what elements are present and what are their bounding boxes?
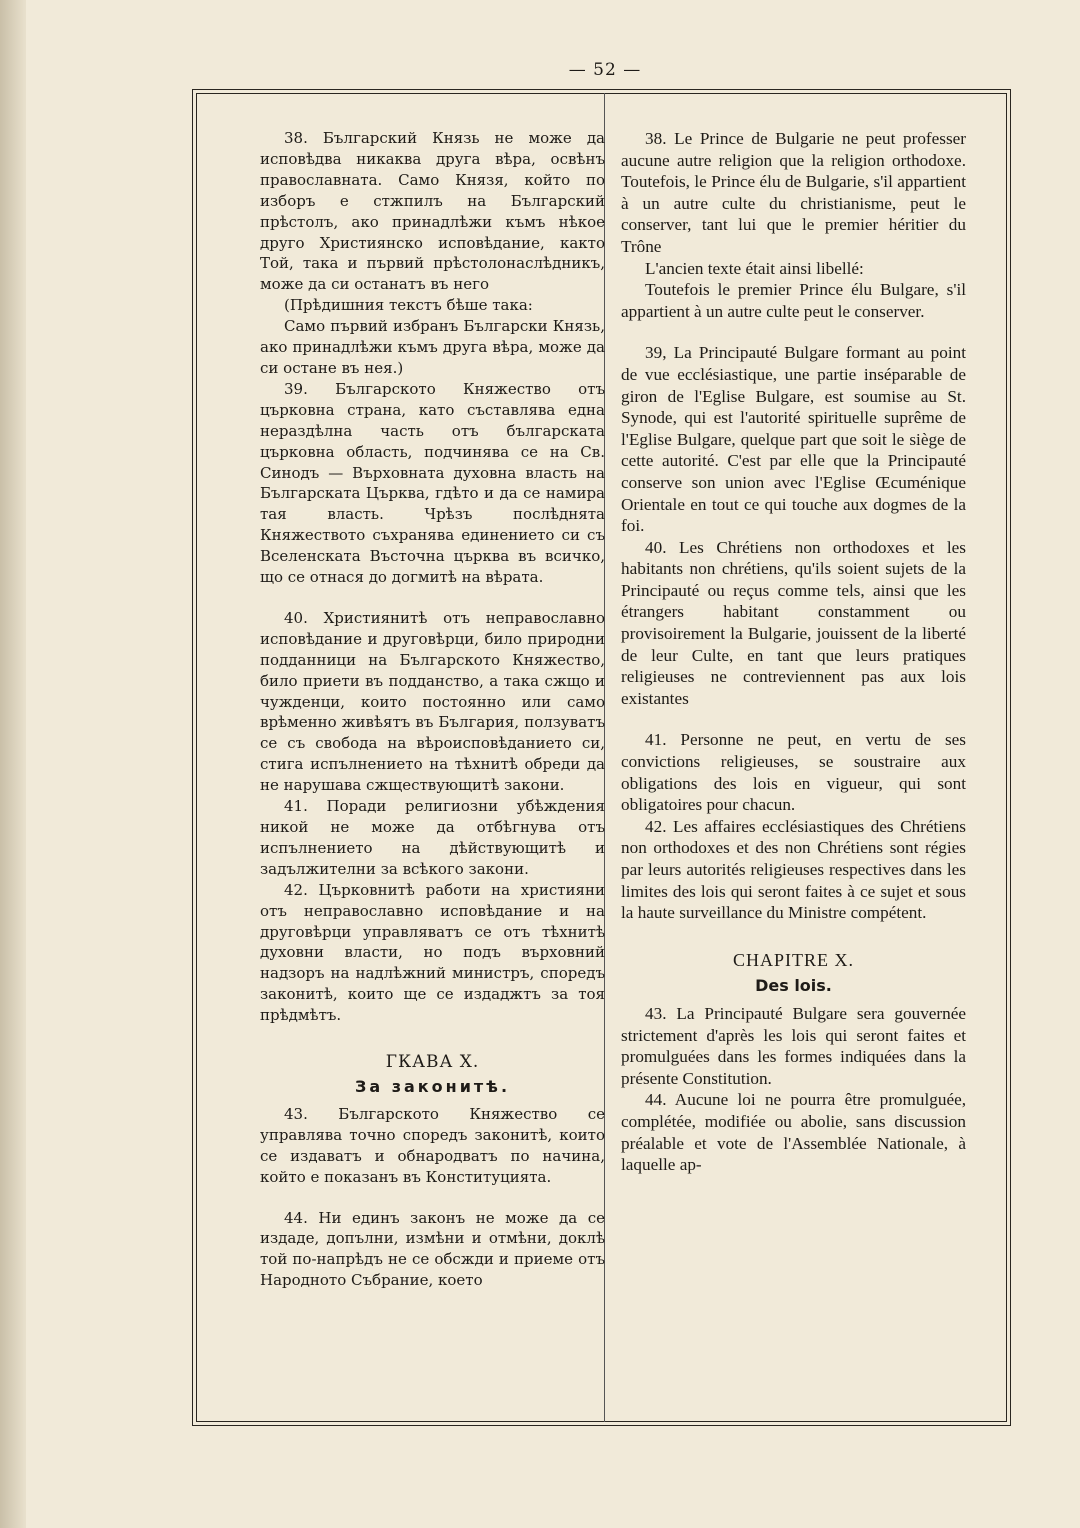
text-frame [192,89,1011,1426]
article-41-bg: 41. Поради религиозни убѣждения никой не може да отбѣгнува отъ испълнението на дѣйствующитѣ и задължителни за всѣкого закони. [260,797,605,878]
article-44-fr: 44. Aucune loi ne pourra être promulguée, complétée, modifiée ou abolie, sans discussion préalable et vote de l'Assemblée Nationale, à laquelle ap- [621,1090,966,1175]
article-40-fr: 40. Les Chrétiens non orthodoxes et les habitants non chrétiens, qu'ils soient sujets de la Principauté ou reçus comme tels, ainsi que les étrangers habitant constamment ou provisoirement la Bulgarie, jouissent de la liberté de leur Culte, en tant que leurs pratiques religieuses ne contreviennent pas aux lois existantes [621,537,966,708]
article-38-old-intro-bg: (Прѣдишния текстъ бѣше така: [284,296,533,315]
page-edge-shadow [0,0,26,1528]
french-column [621,128,966,1176]
article-41-fr: 41. Personne ne peut, en vertu de ses convictions religieuses, se soustraire aux obligations des lois en vigueur, qui sont obligatoires pour chacun. [621,730,966,815]
article-38-old-intro-fr: L'ancien texte était ainsi libellé: [645,258,864,278]
chapter-heading-fr: CHAPITRE X. [732,949,854,970]
page-number: — 52 — [568,60,642,80]
article-39-bg: 39. Българското Княжество отъ църковна страна, като съставлява една нераздѣлна часть отъ българската църковна область, подчинява се на Св. Синодъ — Върховната духовна власть на Българската Църква, гдѣто и да се намира тая власть. Чрѣзъ послѣднята Княжеството съхранява единението си съ Вселенската Въсточна църква въ всичко, що се отнася до догмитѣ на вѣрата. [260,379,605,587]
article-42-fr: 42. Les affaires ecclésiastiques des Chrétiens non orthodoxes et des non Chrétiens sont régies par leurs autorités religieuses respectives dans les limites des lois qui seront faites à ce sujet et sous la haute surveillance du Ministre compétent. [621,816,966,923]
chapter-subtitle-bg: За законитѣ. [354,1076,511,1096]
bulgarian-column [260,128,605,1291]
article-42-bg: 42. Църковнитѣ работи на християни отъ неправославно исповѣдание и на друговѣрци управляватъ се отъ тѣхнитѣ духовни власти, но подъ върховний надзоръ на надлѣжний министръ, споредъ законитѣ, които ще се издаджтъ за тоя прѣдмѣтъ. [260,880,605,1025]
chapter-heading-bg: ГКАВА X. [385,1052,480,1073]
article-43-bg: 43. Българското Княжество се управлява точно споредъ законитѣ, които се издаватъ и обнародватъ по начина, който е показанъ въ Конституцията. [260,1104,605,1186]
article-38-bg: 38. Българский Князь не може да исповѣдва никаква друга вѣра, освѣнъ православната. Само Князя, който по изборъ е стжпилъ на Българский прѣстолъ, ако принадлѣжи къмъ нѣкое друго Християнско исповѣдание, както Той, така и първий прѣстолонаслѣдникъ, може да си останатъ въ него [260,129,605,294]
article-38-fr: 38. Le Prince de Bulgarie ne peut professer aucune autre religion que la religion orthodoxe. Toutefois, le Prince élu de Bulgarie, s'il appartient à un autre culte du christianisme, peut le conserver, tant lui que le premier héritier du Trône [621,129,966,256]
article-43-fr: 43. La Principauté Bulgare sera gouvernée strictement d'après les lois qui seront faites et promulguées dans les formes indiquées dans la présente Constitution. [621,1003,966,1088]
article-40-bg: 40. Християнитѣ отъ неправославно исповѣдание и друговѣрци, било природни подданници на Българското Княжество, било приети въ подданство, а така сжщо и чужденци, които постоянно или само врѣменно живѣятъ въ България, ползуватъ се съ свобода на вѣроисповѣданието си, стига испълнението на тѣхнитѣ обреди да не нарушава сжществующитѣ закони. [260,608,605,795]
article-39-fr: 39, La Principauté Bulgare formant au point de vue ecclésiastique, une partie inséparable de giron de l'Eglise Bulgare, est soumise au St. Synode, qui est l'autorité spirituelle suprême de l'Eglise Bulgare, quelque part que soit le siège de cette autorité. C'est par elle que la Principauté conserve son union avec l'Eglise Œcuménique Orientale en tout ce qui touche aux dogmes de la foi. [621,343,966,536]
article-38-old-text-bg: Само първий избранъ Български Князь, ако принадлѣжи къмъ друга вѣра, може да си остане въ нея.) [260,317,605,377]
article-38-old-text-fr: Toutefois le premier Prince élu Bulgare, s'il appartient à un autre culte peut le conserver. [621,280,966,321]
chapter-subtitle-fr: Des lois. [755,976,832,996]
article-44-bg: 44. Ни единъ законъ не може да се издаде, допълни, измѣни и отмѣни, доклѣ той по-напрѣдъ не се обсжди и приеме отъ Народното Събрание, което [260,1208,605,1290]
